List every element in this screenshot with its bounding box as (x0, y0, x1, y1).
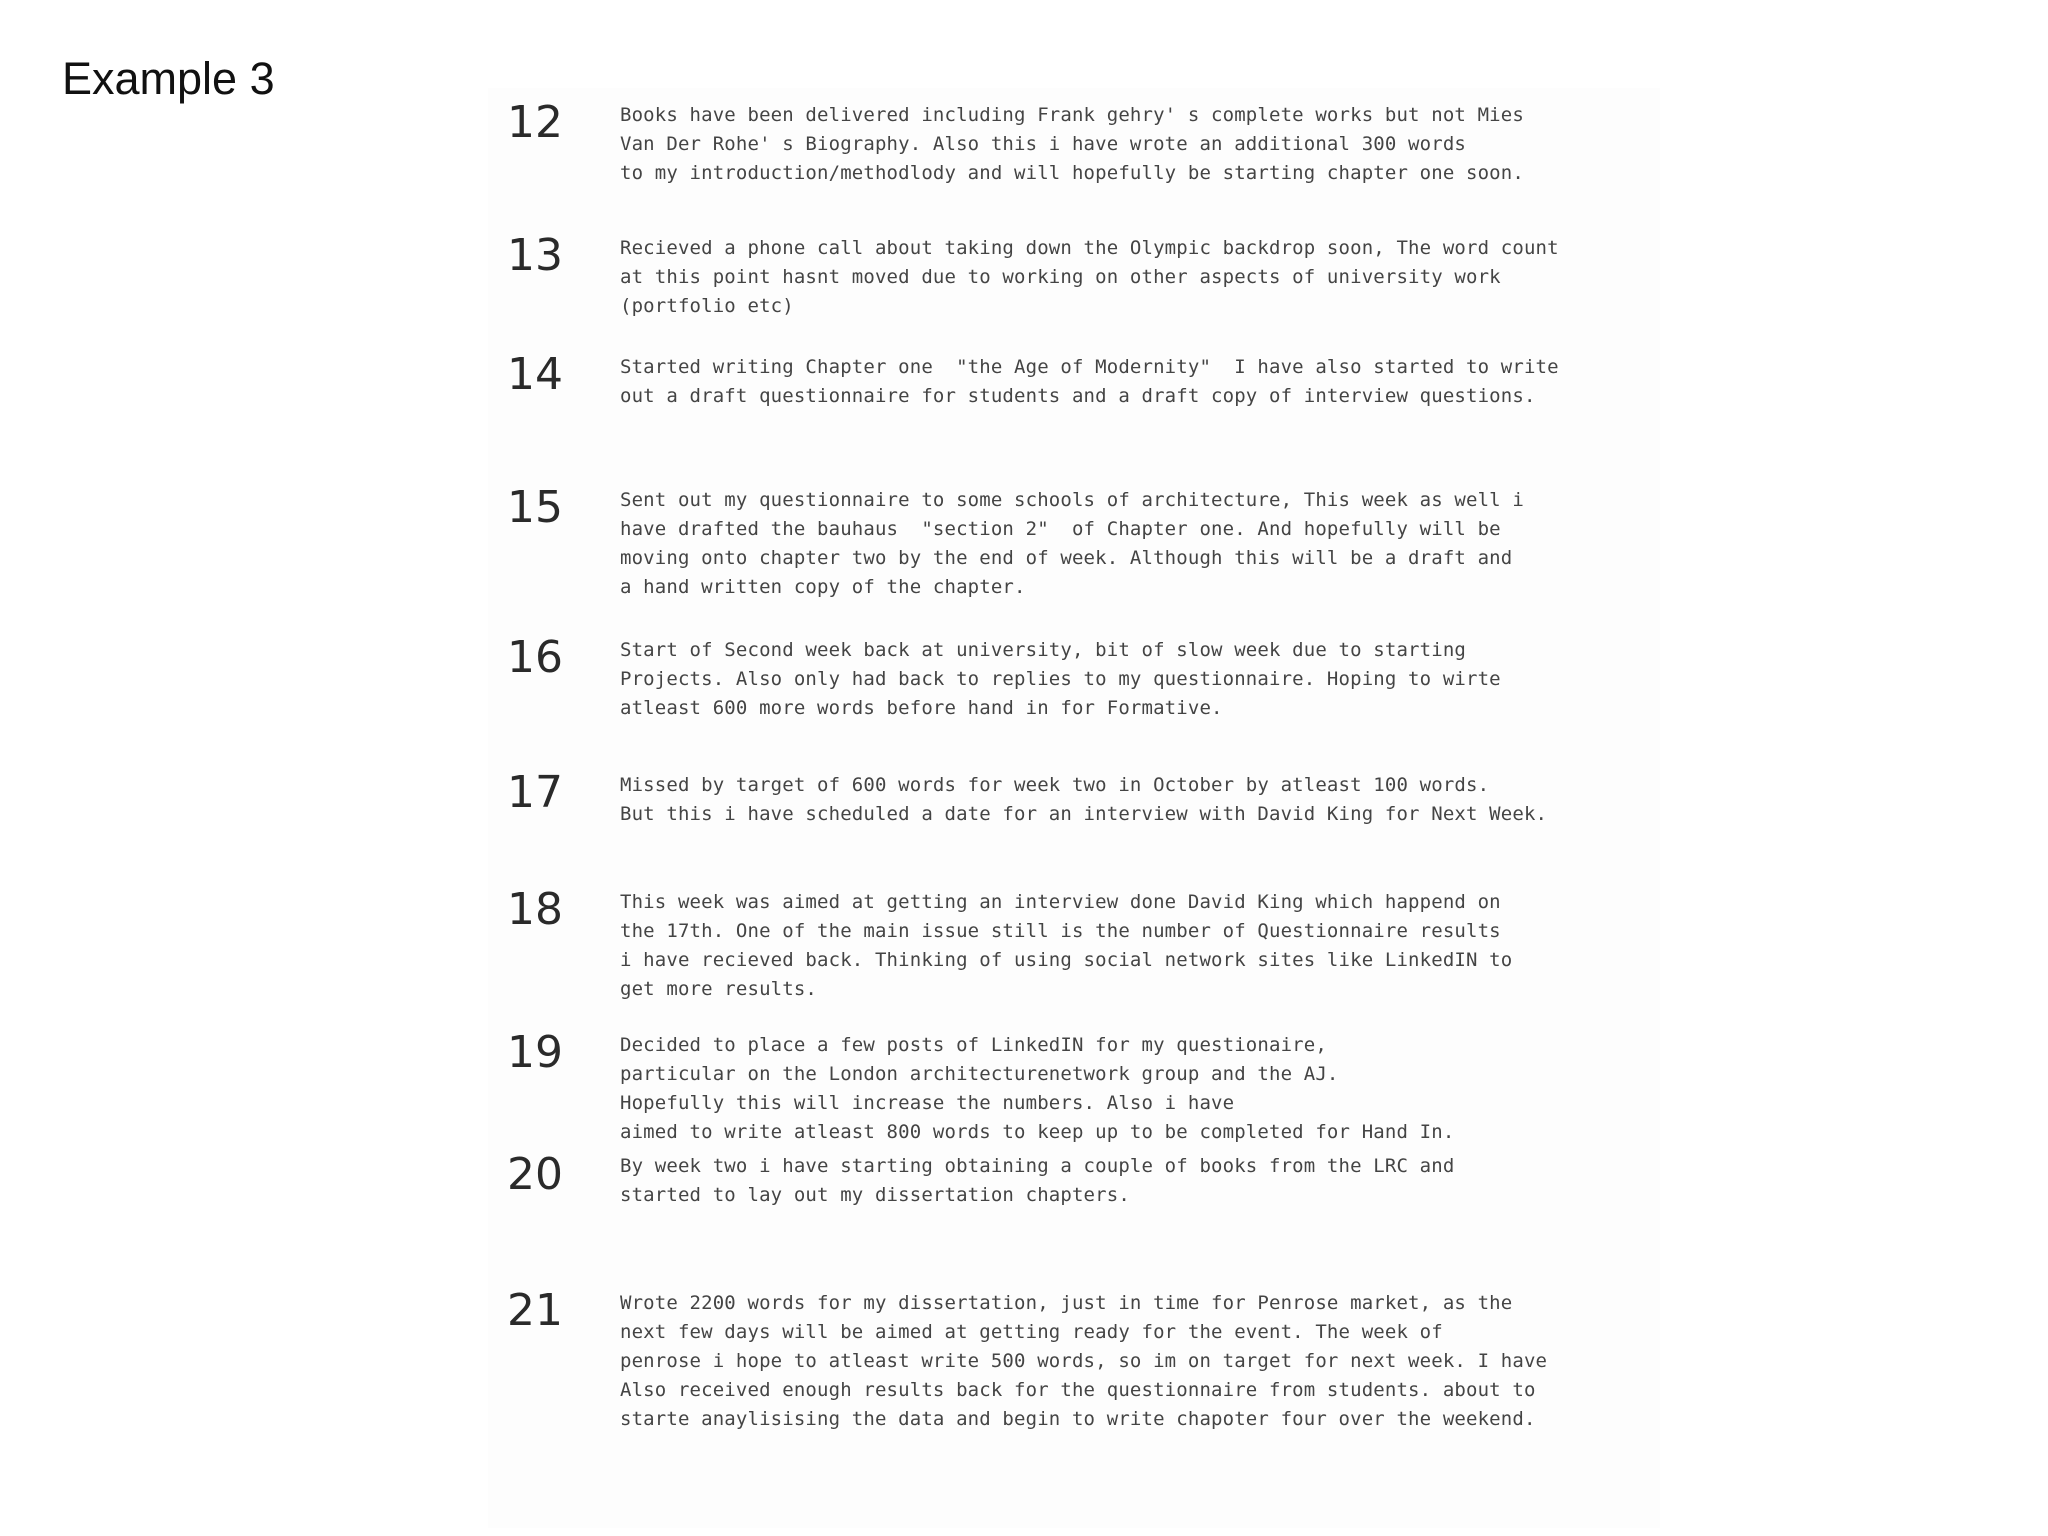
entry-number: 16 (507, 632, 563, 683)
entry-text: By week two i have starting obtaining a couple of books from the LRC and started to lay out my dissertation chapters. (620, 1155, 1455, 1206)
entry-number: 21 (507, 1285, 563, 1336)
entry-text: Recieved a phone call about taking down the Olympic backdrop soon, The word count at this point hasnt moved due to working on other aspects of university work (portfolio etc) (620, 237, 1559, 317)
entry-number: 15 (507, 482, 563, 533)
entry-number: 18 (507, 884, 563, 935)
entry-number: 20 (507, 1149, 563, 1200)
entry-number: 14 (507, 349, 563, 400)
entry-text: Sent out my questionnaire to some schools of architecture, This week as well i have drafted the bauhaus "section 2" of Chapter one. And hopefully will be moving onto chapter two by the end of week. Although this will be a draft and a hand written copy of the chapter. (620, 489, 1524, 598)
entry-number: 19 (507, 1027, 563, 1078)
entry-text: Start of Second week back at university, bit of slow week due to starting Projects. Also only had back to replies to my questionnaire. Hoping to wirte atleast 600 more words before hand in for Formative. (620, 639, 1501, 719)
entry-number: 12 (507, 97, 563, 148)
entry-text: This week was aimed at getting an interview done David King which happend on the 17th. One of the main issue still is the number of Questionnaire results i have recieved back. Thinking of using social network sites like LinkedIN to get more results. (620, 891, 1513, 1000)
entry-text: Started writing Chapter one "the Age of Modernity" I have also started to write out a draft questionnaire for students and a draft copy of interview questions. (620, 356, 1559, 407)
entry-text: Wrote 2200 words for my dissertation, just in time for Penrose market, as the next few days will be aimed at getting ready for the event. The week of penrose i hope to atleast write 500 words, so im on target for next week. I have Also received enough results back for the questionnaire from students. about to starte anaylisising the data and begin to write chapoter four over the weekend. (620, 1292, 1548, 1430)
entry-number: 17 (507, 767, 563, 818)
entry-number: 13 (507, 230, 563, 281)
slide-title: Example 3 (62, 53, 275, 104)
entry-text: Missed by target of 600 words for week two in October by atleast 100 words. But this i have scheduled a date for an interview with David King for Next Week. (620, 774, 1548, 825)
entry-text: Decided to place a few posts of LinkedIN for my questionaire, particular on the London architecturenetwork group and the AJ. Hopefully this will increase the numbers. Also i have aimed to write atleast 800 words to keep up to be completed for Hand In. (620, 1034, 1455, 1143)
entry-text: Books have been delivered including Frank gehry' s complete works but not Mies Van Der Rohe' s Biography. Also this i have wrote an additional 300 words to my introduction/methodlody and will hopefully be starting chapter one soon. (620, 104, 1524, 184)
